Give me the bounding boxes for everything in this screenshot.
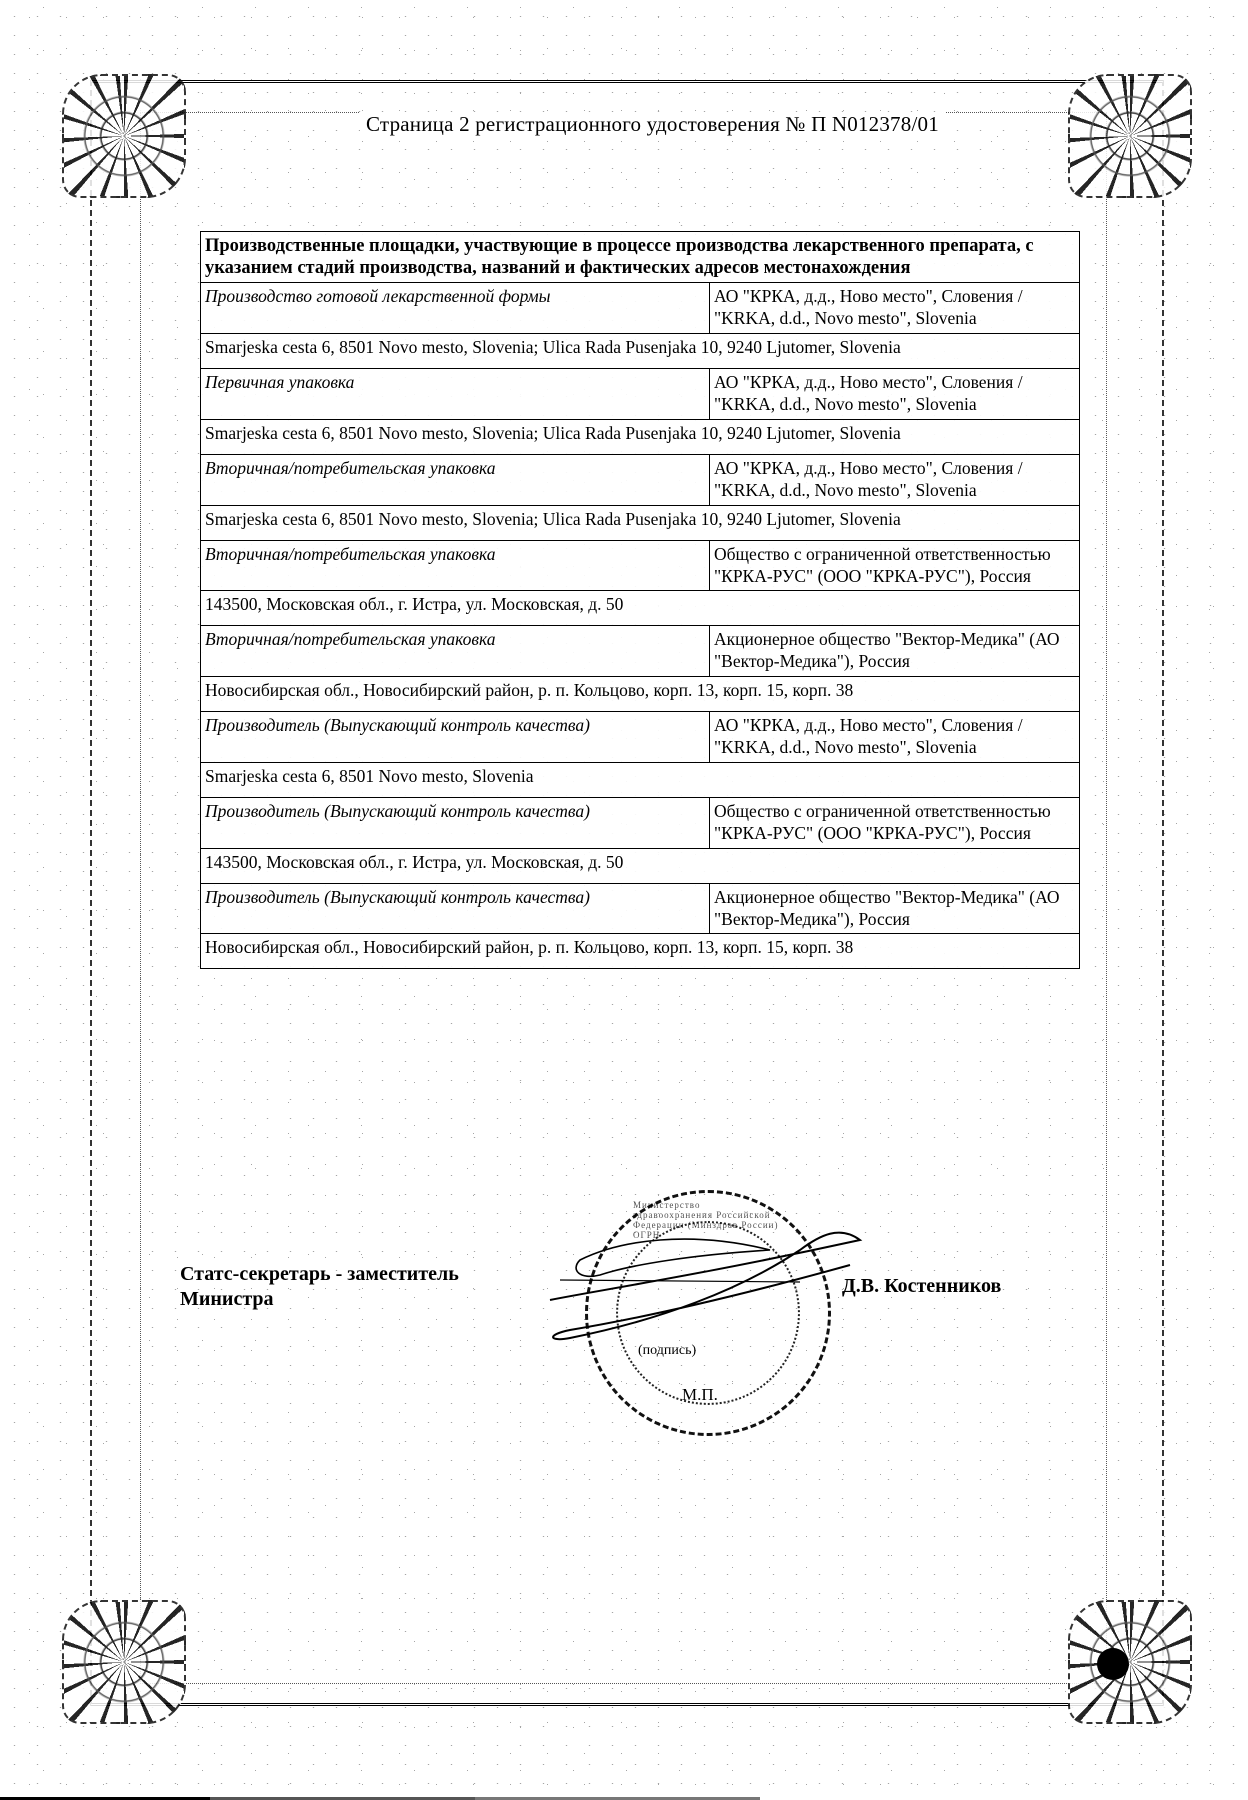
organization: Общество с ограниченной ответственностью "КРКА-РУС" (ООО "КРКА-РУС"), Россия — [710, 540, 1080, 591]
production-stage: Вторичная/потребительская упаковка — [201, 454, 710, 505]
table-row — [201, 762, 1080, 797]
table-header-row — [201, 232, 1080, 283]
address: Smarjeska cesta 6, 8501 Novo mesto, Slovenia; Ulica Rada Pusenjaka 10, 9240 Ljutomer, Slovenia — [201, 334, 1080, 369]
signer-position — [180, 1262, 459, 1312]
address: Smarjeska cesta 6, 8501 Novo mesto, Slovenia; Ulica Rada Pusenjaka 10, 9240 Ljutomer, Slovenia — [201, 419, 1080, 454]
production-stage: Производство готовой лекарственной формы — [201, 283, 710, 334]
address: Новосибирская обл., Новосибирский район, р. п. Кольцово, корп. 13, корп. 15, корп. 38 — [201, 934, 1080, 969]
table-header: Производственные площадки, участвующие в процессе производства лекарственного препарата, с указанием стадий производства, названий и фактических адресов местонахождения — [201, 232, 1080, 283]
production-stage: Вторичная/потребительская упаковка — [201, 626, 710, 677]
address: Smarjeska cesta 6, 8501 Novo mesto, Slovenia; Ulica Rada Pusenjaka 10, 9240 Ljutomer, Slovenia — [201, 505, 1080, 540]
table-row — [201, 677, 1080, 712]
table-row — [201, 540, 1080, 591]
production-sites-table — [200, 231, 1080, 969]
table-row — [201, 797, 1080, 848]
address: 143500, Московская обл., г. Истра, ул. Московская, д. 50 — [201, 848, 1080, 883]
table-row — [201, 419, 1080, 454]
table-row — [201, 369, 1080, 420]
stamp-ring-text: Министерство здравоохранения Российской Федерации (Минздрав России) ОГРН — [633, 1200, 779, 1240]
stamp-seal-label: М.П. — [682, 1385, 718, 1404]
address: Smarjeska cesta 6, 8501 Novo mesto, Slovenia — [201, 762, 1080, 797]
stamp-signature-label: (подпись) — [638, 1343, 697, 1358]
organization: АО "КРКА, д.д., Ново место", Словения / "KRKA, d.d., Novo mesto", Slovenia — [710, 712, 1080, 763]
handwritten-signature-icon — [540, 1220, 870, 1350]
rosette-ornament-icon — [62, 74, 186, 198]
filled-circle-icon — [1097, 1648, 1129, 1680]
table-row — [201, 505, 1080, 540]
table-row — [201, 591, 1080, 626]
table-row — [201, 454, 1080, 505]
table-row — [201, 883, 1080, 934]
table-row — [201, 848, 1080, 883]
signer-position-line1: Статс-секретарь - заместитель — [180, 1263, 459, 1285]
production-stage: Производитель (Выпускающий контроль качества) — [201, 712, 710, 763]
production-stage: Вторичная/потребительская упаковка — [201, 540, 710, 591]
organization: Акционерное общество "Вектор-Медика" (АО "Вектор-Медика"), Россия — [710, 626, 1080, 677]
signer-name: Д.В. Костенников — [842, 1275, 1002, 1297]
production-stage: Первичная упаковка — [201, 369, 710, 420]
table-row — [201, 712, 1080, 763]
production-stage: Производитель (Выпускающий контроль качества) — [201, 883, 710, 934]
organization: Общество с ограниченной ответственностью "КРКА-РУС" (ООО "КРКА-РУС"), Россия — [710, 797, 1080, 848]
organization: АО "КРКА, д.д., Ново место", Словения / "KRKA, d.d., Novo mesto", Slovenia — [710, 283, 1080, 334]
organization: Акционерное общество "Вектор-Медика" (АО "Вектор-Медика"), Россия — [710, 883, 1080, 934]
table-row — [201, 283, 1080, 334]
production-stage: Производитель (Выпускающий контроль качества) — [201, 797, 710, 848]
organization: АО "КРКА, д.д., Ново место", Словения / "KRKA, d.d., Novo mesto", Slovenia — [710, 369, 1080, 420]
address: 143500, Московская обл., г. Истра, ул. Московская, д. 50 — [201, 591, 1080, 626]
signer-position-line2: Министра — [180, 1288, 274, 1310]
table-row — [201, 934, 1080, 969]
organization: АО "КРКА, д.д., Ново место", Словения / "KRKA, d.d., Novo mesto", Slovenia — [710, 454, 1080, 505]
table-row — [201, 334, 1080, 369]
rosette-ornament-icon — [1068, 1600, 1192, 1724]
page-header: Страница 2 регистрационного удостоверения № П N012378/01 — [360, 112, 945, 137]
rosette-ornament-icon — [1068, 74, 1192, 198]
table-row — [201, 626, 1080, 677]
address: Новосибирская обл., Новосибирский район, р. п. Кольцово, корп. 13, корп. 15, корп. 38 — [201, 677, 1080, 712]
rosette-ornament-icon — [62, 1600, 186, 1724]
